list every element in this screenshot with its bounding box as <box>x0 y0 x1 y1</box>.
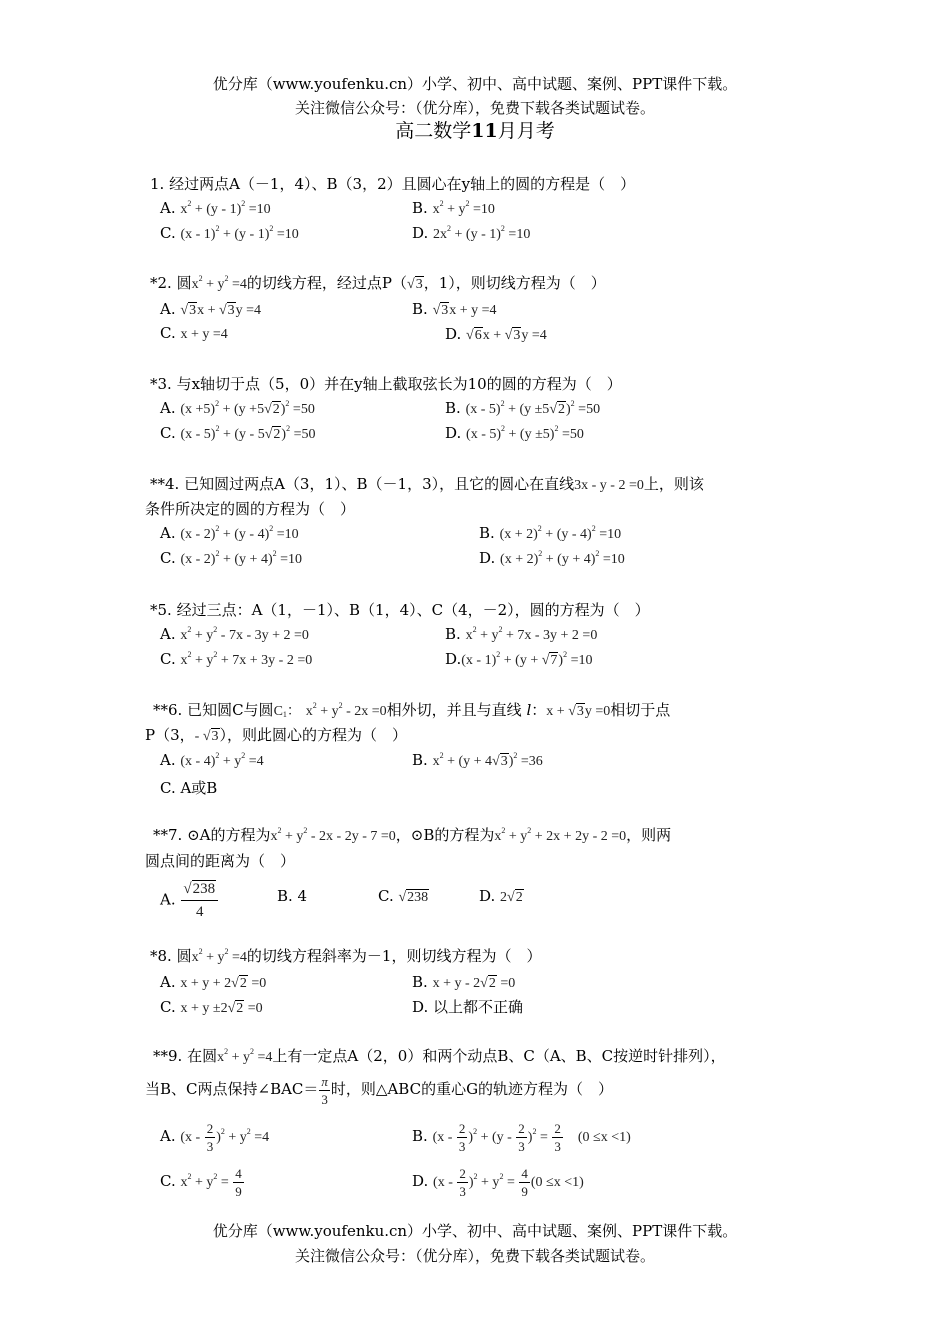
q8-option-c: C. x + y ±2√2 =0 <box>160 998 263 1016</box>
q9-stem: **9. 在圆$x^2 + y^2 =4$上有一定点A（2，0）和两个动点B、C（A、B、C按逆时针排列）， <box>153 1047 726 1065</box>
header-line-2: 关注微信公众号：（优分库），免费下载各类试题试卷。 <box>294 99 655 117</box>
q2-option-d: D. √6x + √3y =4 <box>445 325 547 343</box>
q7-option-c: C. √238 <box>378 887 429 905</box>
q6-option-b: B. $x^2 + (y + 4√3)^2 =36$ <box>412 751 543 769</box>
q1-option-a: A. $x^2 + (y - 1)^2 =10$ <box>160 199 271 217</box>
q9-option-c: C. $x^2 + y^2$ = $\frac{4}{9}$ <box>160 1166 242 1200</box>
q1-option-c: C. (x - 1)$^2$ + (y - 1)$^2$ =10 <box>160 224 299 242</box>
page-title <box>0 118 950 144</box>
q8-option-a: A. x + y + 2√2 =0 <box>160 973 267 991</box>
q5-option-c: C. $x^2 + y^2 + 7x + 3y - 2 =0$ <box>160 650 313 668</box>
title-pre: 高二数学 <box>395 120 472 142</box>
q3-stem: *3. 与x轴切于点（5，0）并在y轴上截取弦长为10的圆的方程为（ ） <box>150 375 622 393</box>
footer-line-1: 优分库（www.youfenku.cn）小学、初中、高中试题、案例、PPT课件下载。 <box>212 1222 738 1240</box>
q6-option-a: A. $(x - 4)^2 + y^2 =4$ <box>160 751 264 769</box>
q7-option-a: A. $\frac{√238}{4}$ <box>160 878 219 923</box>
title-post: 月月考 <box>497 120 555 142</box>
q7-stem-line2: 圆点间的距离为（ ） <box>145 852 296 870</box>
header-line-1: 优分库（www.youfenku.cn）小学、初中、高中试题、案例、PPT课件下载。 <box>212 75 738 93</box>
q2-stem: *2. 圆$x^2 + y^2 =4$的切线方程，经过点P（√3，1），则切线方程为（ ） <box>150 274 606 292</box>
q2-option-a: A. √3x + √3y =4 <box>160 300 262 318</box>
q7-stem: **7. ⊙A的方程为$x^2 + y^2 - 2x - 2y - 7 =0$，⊙B的方程为$x^2 + y^2 + 2x + 2y - 2 =0$，则两 <box>153 826 672 844</box>
q7-option-d: D. 2√2 <box>479 887 523 905</box>
q3-option-b: B. $(x - 5)^2 + (y \pm 5√2)^2 =50$ <box>445 399 601 417</box>
q1-option-d: D. $2x^2 + (y - 1)^2 =10$ <box>412 224 531 242</box>
q3-option-a: A. $(x +5)^2 + (y +5√2)^2 =50$ <box>160 399 315 417</box>
q3-option-d: D. $(x - 5)^2 + (y \pm 5)^2 =50$ <box>445 424 584 442</box>
q8-option-b: B. x + y - 2√2 =0 <box>412 973 516 991</box>
q7-option-b: B. 4 <box>277 887 308 905</box>
q2-option-c: C. x + y =4 <box>160 324 228 342</box>
q6-stem-line2: P（3，- √3），则此圆心的方程为（ ） <box>145 726 408 744</box>
title-number: 11 <box>471 120 498 142</box>
q1-option-b: B. $x^2 + y^2 =10$ <box>412 199 495 217</box>
q9-option-b: B. (x - $\frac{2}{3}$ )$^2$ + (y - $\frac{2}{3}$ )$^2$ = $\frac{2}{3}$ (0 ≤x <1) <box>412 1121 631 1155</box>
q9-stem-line2: 当B、C两点保持∠BAC＝ $\frac{\pi}{3}$ 时，则△ABC的重心G的轨迹方程为（ ） <box>145 1073 614 1107</box>
q3-option-c: C. (x - 5)$^2$ + (y - 5√2)$^2$ =50 <box>160 424 316 442</box>
q5-option-d: $D.(x - 1)^2 + (y + √7)^2 =10$ <box>445 650 593 668</box>
q4-stem: **4. 已知圆过两点A（3，1）、B（－1，3），且它的圆心在直线3x - y - 2 =0上，则该 <box>150 475 704 493</box>
q9-option-a: A. (x - $\frac{2}{3}$ )$^2 + y^2 =4$ <box>160 1121 270 1155</box>
q4-option-a: A. (x - 2)$^2$ + (y - 4)$^2$ =10 <box>160 524 299 542</box>
q4-option-b: B. $(x + 2)^2 + (y - 4)^2 =10$ <box>479 524 622 542</box>
q5-stem: *5. 经过三点：A（1，－1）、B（1，4）、C（4，－2），圆的方程为（ ） <box>150 601 650 619</box>
q5-option-a: A. $x^2 + y^2 - 7x - 3y + 2 =0$ <box>160 625 309 643</box>
q9-option-d: D. (x - $\frac{2}{3}$ )$^2 + y^2$ = $\frac{4}{9}$ (0 ≤x <1) <box>412 1166 584 1200</box>
q2-option-b: B. √3x + y =4 <box>412 300 497 318</box>
q4-option-d: D. $(x + 2)^2 + (y + 4)^2 =10$ <box>479 549 625 567</box>
q6-option-c: C. A或B <box>160 779 218 797</box>
q1-stem: 1. 经过两点A（－1，4）、B（3，2）且圆心在y轴上的圆的方程是（ ） <box>150 175 636 193</box>
q8-stem: *8. 圆$x^2 + y^2 =4$的切线方程斜率为－1，则切线方程为（ ） <box>150 947 542 965</box>
q5-option-b: B. $x^2 + y^2 + 7x - 3y + 2 =0$ <box>445 625 598 643</box>
footer-line-2: 关注微信公众号：（优分库），免费下载各类试题试卷。 <box>294 1247 655 1265</box>
q6-stem: **6. 已知圆C与圆$C_1$： $x^2 + y^2 - 2x =0$相外切，并且与直线 l：x + √3y =0相切于点 <box>153 701 671 719</box>
q4-option-c: C. $(x - 2)^2 + (y + 4)^2 =10$ <box>160 549 303 567</box>
q4-stem-line2: 条件所决定的圆的方程为（ ） <box>145 500 356 518</box>
q8-option-d: D. 以上都不正确 <box>412 998 524 1016</box>
